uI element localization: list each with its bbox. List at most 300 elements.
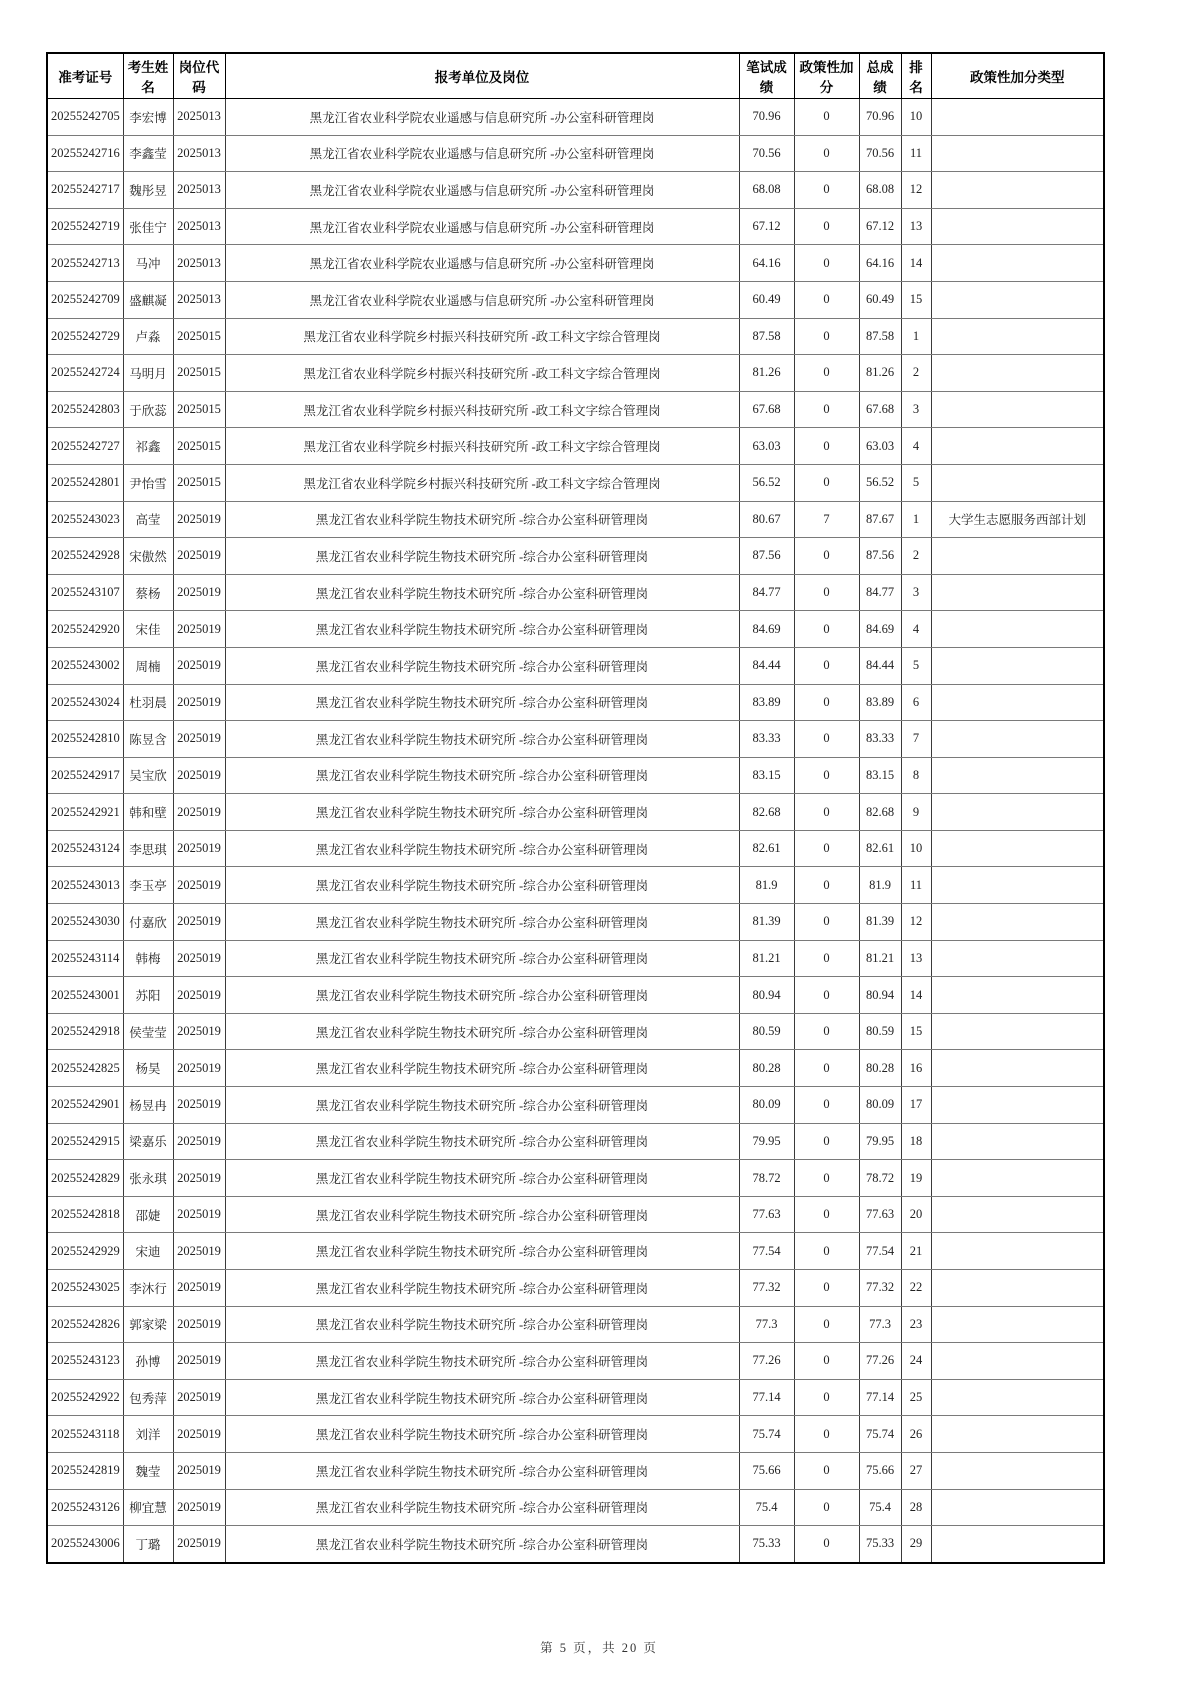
cell-unit-and-position: 黑龙江省农业科学院生物技术研究所 -综合办公室科研管理岗	[225, 1087, 739, 1124]
cell-position-code: 2025019	[173, 1196, 225, 1233]
cell-exam-number: 20255242719	[47, 208, 123, 245]
cell-policy-bonus: 0	[794, 867, 859, 904]
cell-policy-bonus: 0	[794, 318, 859, 355]
table-row	[47, 355, 1104, 392]
cell-unit-and-position: 黑龙江省农业科学院生物技术研究所 -综合办公室科研管理岗	[225, 977, 739, 1014]
cell-written-score: 80.59	[739, 1013, 794, 1050]
cell-total-score: 77.14	[859, 1379, 901, 1416]
cell-rank: 14	[901, 977, 931, 1014]
cell-rank: 5	[901, 647, 931, 684]
cell-rank: 24	[901, 1343, 931, 1380]
cell-policy-bonus-type	[931, 830, 1104, 867]
cell-position-code: 2025019	[173, 611, 225, 648]
cell-exam-number: 20255242819	[47, 1452, 123, 1489]
cell-exam-number: 20255242921	[47, 794, 123, 831]
cell-policy-bonus: 0	[794, 355, 859, 392]
cell-policy-bonus: 7	[794, 501, 859, 538]
cell-position-code: 2025019	[173, 684, 225, 721]
cell-unit-and-position: 黑龙江省农业科学院生物技术研究所 -综合办公室科研管理岗	[225, 501, 739, 538]
cell-rank: 3	[901, 574, 931, 611]
cell-policy-bonus: 0	[794, 1343, 859, 1380]
cell-total-score: 87.58	[859, 318, 901, 355]
page-number-footer: 第 5 页，共 20 页	[540, 1641, 658, 1655]
cell-rank: 19	[901, 1160, 931, 1197]
cell-total-score: 84.77	[859, 574, 901, 611]
cell-candidate-name: 杨昱冉	[123, 1087, 173, 1124]
cell-rank: 7	[901, 721, 931, 758]
cell-candidate-name: 周楠	[123, 647, 173, 684]
cell-rank: 13	[901, 208, 931, 245]
cell-total-score: 75.33	[859, 1526, 901, 1563]
cell-position-code: 2025019	[173, 1416, 225, 1453]
cell-policy-bonus: 0	[794, 99, 859, 136]
table-row	[47, 245, 1104, 282]
table-row	[47, 1013, 1104, 1050]
cell-total-score: 56.52	[859, 464, 901, 501]
header-cell-rank: 排名	[901, 53, 931, 99]
cell-rank: 28	[901, 1489, 931, 1526]
cell-policy-bonus-type	[931, 1160, 1104, 1197]
cell-policy-bonus-type	[931, 1196, 1104, 1233]
table-body	[47, 99, 1104, 1563]
cell-candidate-name: 侯莹莹	[123, 1013, 173, 1050]
cell-candidate-name: 宋佳	[123, 611, 173, 648]
cell-rank: 10	[901, 99, 931, 136]
cell-rank: 2	[901, 538, 931, 575]
cell-written-score: 80.94	[739, 977, 794, 1014]
cell-candidate-name: 尹怡雪	[123, 464, 173, 501]
header-cell-written-score: 笔试成绩	[739, 53, 794, 99]
cell-exam-number: 20255243118	[47, 1416, 123, 1453]
cell-total-score: 87.56	[859, 538, 901, 575]
cell-position-code: 2025019	[173, 1452, 225, 1489]
cell-total-score: 70.96	[859, 99, 901, 136]
cell-total-score: 81.26	[859, 355, 901, 392]
table-row	[47, 1196, 1104, 1233]
cell-written-score: 60.49	[739, 281, 794, 318]
cell-unit-and-position: 黑龙江省农业科学院生物技术研究所 -综合办公室科研管理岗	[225, 684, 739, 721]
table-row	[47, 721, 1104, 758]
cell-candidate-name: 马冲	[123, 245, 173, 282]
cell-total-score: 67.12	[859, 208, 901, 245]
cell-total-score: 83.15	[859, 757, 901, 794]
cell-rank: 26	[901, 1416, 931, 1453]
cell-rank: 27	[901, 1452, 931, 1489]
cell-policy-bonus: 0	[794, 794, 859, 831]
cell-position-code: 2025019	[173, 1343, 225, 1380]
cell-policy-bonus-type	[931, 1343, 1104, 1380]
cell-policy-bonus: 0	[794, 1416, 859, 1453]
cell-candidate-name: 李宏博	[123, 99, 173, 136]
table-row	[47, 1489, 1104, 1526]
cell-position-code: 2025019	[173, 1489, 225, 1526]
table-row	[47, 867, 1104, 904]
cell-policy-bonus-type	[931, 1526, 1104, 1563]
cell-unit-and-position: 黑龙江省农业科学院生物技术研究所 -综合办公室科研管理岗	[225, 794, 739, 831]
cell-policy-bonus: 0	[794, 1050, 859, 1087]
cell-written-score: 67.12	[739, 208, 794, 245]
cell-policy-bonus: 0	[794, 464, 859, 501]
cell-candidate-name: 张佳宁	[123, 208, 173, 245]
cell-total-score: 68.08	[859, 172, 901, 209]
cell-candidate-name: 杜羽晨	[123, 684, 173, 721]
cell-exam-number: 20255242716	[47, 135, 123, 172]
cell-total-score: 81.9	[859, 867, 901, 904]
cell-exam-number: 20255242829	[47, 1160, 123, 1197]
cell-rank: 8	[901, 757, 931, 794]
cell-policy-bonus-type	[931, 1123, 1104, 1160]
cell-candidate-name: 盛麒凝	[123, 281, 173, 318]
cell-unit-and-position: 黑龙江省农业科学院生物技术研究所 -综合办公室科研管理岗	[225, 1306, 739, 1343]
table-row	[47, 1087, 1104, 1124]
cell-policy-bonus: 0	[794, 977, 859, 1014]
cell-policy-bonus-type	[931, 721, 1104, 758]
cell-unit-and-position: 黑龙江省农业科学院生物技术研究所 -综合办公室科研管理岗	[225, 1270, 739, 1307]
cell-policy-bonus: 0	[794, 1489, 859, 1526]
cell-total-score: 80.28	[859, 1050, 901, 1087]
table-row	[47, 538, 1104, 575]
cell-policy-bonus-type	[931, 977, 1104, 1014]
cell-rank: 18	[901, 1123, 931, 1160]
cell-unit-and-position: 黑龙江省农业科学院农业遥感与信息研究所 -办公室科研管理岗	[225, 245, 739, 282]
table-row	[47, 135, 1104, 172]
cell-written-score: 67.68	[739, 391, 794, 428]
cell-unit-and-position: 黑龙江省农业科学院乡村振兴科技研究所 -政工科文字综合管理岗	[225, 391, 739, 428]
cell-position-code: 2025019	[173, 940, 225, 977]
cell-candidate-name: 宋傲然	[123, 538, 173, 575]
cell-written-score: 75.66	[739, 1452, 794, 1489]
cell-policy-bonus: 0	[794, 940, 859, 977]
cell-exam-number: 20255242713	[47, 245, 123, 282]
cell-policy-bonus: 0	[794, 245, 859, 282]
cell-unit-and-position: 黑龙江省农业科学院生物技术研究所 -综合办公室科研管理岗	[225, 940, 739, 977]
cell-policy-bonus-type	[931, 647, 1104, 684]
cell-exam-number: 20255243124	[47, 830, 123, 867]
cell-total-score: 78.72	[859, 1160, 901, 1197]
cell-total-score: 75.4	[859, 1489, 901, 1526]
cell-exam-number: 20255242826	[47, 1306, 123, 1343]
cell-policy-bonus: 0	[794, 391, 859, 428]
table-row	[47, 1160, 1104, 1197]
cell-candidate-name: 祁鑫	[123, 428, 173, 465]
cell-written-score: 77.63	[739, 1196, 794, 1233]
cell-rank: 13	[901, 940, 931, 977]
cell-written-score: 68.08	[739, 172, 794, 209]
cell-candidate-name: 蔡杨	[123, 574, 173, 611]
cell-written-score: 77.14	[739, 1379, 794, 1416]
cell-candidate-name: 梁嘉乐	[123, 1123, 173, 1160]
header-cell-policy-bonus: 政策性加分	[794, 53, 859, 99]
header-row	[47, 53, 1104, 99]
cell-candidate-name: 魏莹	[123, 1452, 173, 1489]
cell-candidate-name: 宋迪	[123, 1233, 173, 1270]
cell-candidate-name: 李沐行	[123, 1270, 173, 1307]
cell-written-score: 82.68	[739, 794, 794, 831]
cell-exam-number: 20255242917	[47, 757, 123, 794]
cell-unit-and-position: 黑龙江省农业科学院生物技术研究所 -综合办公室科研管理岗	[225, 721, 739, 758]
cell-policy-bonus-type	[931, 172, 1104, 209]
cell-rank: 15	[901, 1013, 931, 1050]
cell-policy-bonus: 0	[794, 647, 859, 684]
cell-total-score: 67.68	[859, 391, 901, 428]
cell-written-score: 83.15	[739, 757, 794, 794]
cell-exam-number: 20255242810	[47, 721, 123, 758]
cell-policy-bonus: 0	[794, 281, 859, 318]
cell-policy-bonus: 0	[794, 721, 859, 758]
cell-policy-bonus: 0	[794, 1160, 859, 1197]
cell-policy-bonus-type	[931, 611, 1104, 648]
cell-total-score: 80.09	[859, 1087, 901, 1124]
cell-position-code: 2025019	[173, 1087, 225, 1124]
cell-written-score: 81.26	[739, 355, 794, 392]
cell-exam-number: 20255242929	[47, 1233, 123, 1270]
cell-rank: 14	[901, 245, 931, 282]
cell-unit-and-position: 黑龙江省农业科学院乡村振兴科技研究所 -政工科文字综合管理岗	[225, 428, 739, 465]
cell-position-code: 2025019	[173, 757, 225, 794]
cell-rank: 22	[901, 1270, 931, 1307]
cell-exam-number: 20255243030	[47, 904, 123, 941]
cell-total-score: 81.21	[859, 940, 901, 977]
cell-policy-bonus-type	[931, 1013, 1104, 1050]
cell-total-score: 84.69	[859, 611, 901, 648]
cell-exam-number: 20255243001	[47, 977, 123, 1014]
cell-policy-bonus: 0	[794, 757, 859, 794]
cell-rank: 6	[901, 684, 931, 721]
cell-total-score: 60.49	[859, 281, 901, 318]
cell-unit-and-position: 黑龙江省农业科学院乡村振兴科技研究所 -政工科文字综合管理岗	[225, 355, 739, 392]
cell-policy-bonus-type	[931, 428, 1104, 465]
cell-position-code: 2025019	[173, 867, 225, 904]
cell-unit-and-position: 黑龙江省农业科学院生物技术研究所 -综合办公室科研管理岗	[225, 1526, 739, 1563]
table-row	[47, 940, 1104, 977]
cell-total-score: 64.16	[859, 245, 901, 282]
cell-written-score: 70.56	[739, 135, 794, 172]
cell-policy-bonus-type	[931, 940, 1104, 977]
cell-policy-bonus-type	[931, 99, 1104, 136]
cell-unit-and-position: 黑龙江省农业科学院生物技术研究所 -综合办公室科研管理岗	[225, 1123, 739, 1160]
cell-written-score: 56.52	[739, 464, 794, 501]
cell-total-score: 77.26	[859, 1343, 901, 1380]
cell-unit-and-position: 黑龙江省农业科学院生物技术研究所 -综合办公室科研管理岗	[225, 1196, 739, 1233]
cell-exam-number: 20255243025	[47, 1270, 123, 1307]
cell-written-score: 75.4	[739, 1489, 794, 1526]
cell-written-score: 80.28	[739, 1050, 794, 1087]
cell-exam-number: 20255243024	[47, 684, 123, 721]
cell-candidate-name: 邵婕	[123, 1196, 173, 1233]
table-row	[47, 647, 1104, 684]
header-cell-position-code: 岗位代码	[173, 53, 225, 99]
cell-policy-bonus: 0	[794, 574, 859, 611]
cell-exam-number: 20255242717	[47, 172, 123, 209]
table-row	[47, 1416, 1104, 1453]
cell-unit-and-position: 黑龙江省农业科学院生物技术研究所 -综合办公室科研管理岗	[225, 574, 739, 611]
cell-policy-bonus: 0	[794, 1233, 859, 1270]
cell-position-code: 2025019	[173, 904, 225, 941]
cell-unit-and-position: 黑龙江省农业科学院农业遥感与信息研究所 -办公室科研管理岗	[225, 172, 739, 209]
cell-policy-bonus: 0	[794, 611, 859, 648]
cell-policy-bonus: 0	[794, 1452, 859, 1489]
cell-written-score: 77.26	[739, 1343, 794, 1380]
cell-candidate-name: 于欣蕊	[123, 391, 173, 428]
cell-rank: 11	[901, 867, 931, 904]
cell-policy-bonus: 0	[794, 538, 859, 575]
cell-policy-bonus-type	[931, 867, 1104, 904]
cell-rank: 29	[901, 1526, 931, 1563]
cell-policy-bonus: 0	[794, 1087, 859, 1124]
cell-written-score: 81.39	[739, 904, 794, 941]
header-cell-candidate-name: 考生姓名	[123, 53, 173, 99]
cell-unit-and-position: 黑龙江省农业科学院农业遥感与信息研究所 -办公室科研管理岗	[225, 208, 739, 245]
table-row	[47, 977, 1104, 1014]
cell-position-code: 2025019	[173, 574, 225, 611]
cell-written-score: 70.96	[739, 99, 794, 136]
cell-candidate-name: 李鑫莹	[123, 135, 173, 172]
cell-candidate-name: 高莹	[123, 501, 173, 538]
cell-rank: 12	[901, 904, 931, 941]
cell-unit-and-position: 黑龙江省农业科学院生物技术研究所 -综合办公室科研管理岗	[225, 538, 739, 575]
cell-written-score: 63.03	[739, 428, 794, 465]
cell-written-score: 77.3	[739, 1306, 794, 1343]
cell-position-code: 2025019	[173, 1526, 225, 1563]
cell-position-code: 2025013	[173, 99, 225, 136]
cell-unit-and-position: 黑龙江省农业科学院生物技术研究所 -综合办公室科研管理岗	[225, 611, 739, 648]
cell-candidate-name: 马明月	[123, 355, 173, 392]
cell-exam-number: 20255242920	[47, 611, 123, 648]
cell-position-code: 2025019	[173, 1013, 225, 1050]
cell-unit-and-position: 黑龙江省农业科学院生物技术研究所 -综合办公室科研管理岗	[225, 1013, 739, 1050]
cell-total-score: 80.59	[859, 1013, 901, 1050]
cell-rank: 1	[901, 501, 931, 538]
cell-position-code: 2025019	[173, 1379, 225, 1416]
cell-rank: 5	[901, 464, 931, 501]
table-row	[47, 464, 1104, 501]
cell-rank: 4	[901, 611, 931, 648]
header-cell-exam-number: 准考证号	[47, 53, 123, 99]
cell-written-score: 84.77	[739, 574, 794, 611]
cell-policy-bonus: 0	[794, 1013, 859, 1050]
cell-policy-bonus-type	[931, 1050, 1104, 1087]
cell-policy-bonus-type	[931, 135, 1104, 172]
cell-position-code: 2025019	[173, 1306, 225, 1343]
cell-rank: 2	[901, 355, 931, 392]
cell-policy-bonus-type	[931, 391, 1104, 428]
cell-rank: 20	[901, 1196, 931, 1233]
cell-rank: 16	[901, 1050, 931, 1087]
cell-unit-and-position: 黑龙江省农业科学院生物技术研究所 -综合办公室科研管理岗	[225, 1233, 739, 1270]
cell-candidate-name: 孙博	[123, 1343, 173, 1380]
cell-position-code: 2025019	[173, 721, 225, 758]
cell-exam-number: 20255243114	[47, 940, 123, 977]
cell-total-score: 87.67	[859, 501, 901, 538]
cell-candidate-name: 苏阳	[123, 977, 173, 1014]
cell-rank: 12	[901, 172, 931, 209]
cell-exam-number: 20255242709	[47, 281, 123, 318]
cell-exam-number: 20255242729	[47, 318, 123, 355]
cell-position-code: 2025015	[173, 318, 225, 355]
cell-policy-bonus-type	[931, 464, 1104, 501]
cell-total-score: 75.66	[859, 1452, 901, 1489]
cell-policy-bonus-type	[931, 1087, 1104, 1124]
table-row	[47, 1306, 1104, 1343]
cell-unit-and-position: 黑龙江省农业科学院农业遥感与信息研究所 -办公室科研管理岗	[225, 135, 739, 172]
cell-policy-bonus: 0	[794, 1306, 859, 1343]
cell-unit-and-position: 黑龙江省农业科学院生物技术研究所 -综合办公室科研管理岗	[225, 1343, 739, 1380]
cell-exam-number: 20255243126	[47, 1489, 123, 1526]
header-cell-unit-and-position: 报考单位及岗位	[225, 53, 739, 99]
cell-exam-number: 20255242801	[47, 464, 123, 501]
cell-rank: 23	[901, 1306, 931, 1343]
cell-policy-bonus: 0	[794, 904, 859, 941]
cell-candidate-name: 丁璐	[123, 1526, 173, 1563]
results-table-container	[46, 52, 1103, 1564]
cell-policy-bonus-type	[931, 1452, 1104, 1489]
cell-exam-number: 20255243006	[47, 1526, 123, 1563]
cell-exam-number: 20255242915	[47, 1123, 123, 1160]
cell-policy-bonus: 0	[794, 208, 859, 245]
cell-position-code: 2025019	[173, 1050, 225, 1087]
table-row	[47, 1050, 1104, 1087]
cell-total-score: 81.39	[859, 904, 901, 941]
cell-written-score: 84.44	[739, 647, 794, 684]
table-head	[47, 53, 1104, 99]
table-row	[47, 208, 1104, 245]
cell-position-code: 2025019	[173, 647, 225, 684]
cell-unit-and-position: 黑龙江省农业科学院农业遥感与信息研究所 -办公室科研管理岗	[225, 281, 739, 318]
cell-unit-and-position: 黑龙江省农业科学院生物技术研究所 -综合办公室科研管理岗	[225, 904, 739, 941]
cell-candidate-name: 刘洋	[123, 1416, 173, 1453]
cell-written-score: 77.32	[739, 1270, 794, 1307]
cell-rank: 9	[901, 794, 931, 831]
cell-policy-bonus-type	[931, 355, 1104, 392]
cell-exam-number: 20255243023	[47, 501, 123, 538]
cell-written-score: 87.58	[739, 318, 794, 355]
cell-unit-and-position: 黑龙江省农业科学院生物技术研究所 -综合办公室科研管理岗	[225, 1416, 739, 1453]
cell-policy-bonus-type	[931, 1489, 1104, 1526]
cell-policy-bonus-type	[931, 757, 1104, 794]
table-row	[47, 1123, 1104, 1160]
cell-position-code: 2025013	[173, 245, 225, 282]
cell-position-code: 2025019	[173, 1160, 225, 1197]
cell-position-code: 2025019	[173, 1233, 225, 1270]
cell-exam-number: 20255242922	[47, 1379, 123, 1416]
table-row	[47, 794, 1104, 831]
cell-policy-bonus: 0	[794, 1123, 859, 1160]
cell-policy-bonus: 0	[794, 1270, 859, 1307]
table-row	[47, 318, 1104, 355]
cell-position-code: 2025019	[173, 830, 225, 867]
cell-exam-number: 20255242825	[47, 1050, 123, 1087]
cell-rank: 25	[901, 1379, 931, 1416]
cell-written-score: 83.89	[739, 684, 794, 721]
table-row	[47, 1526, 1104, 1563]
cell-total-score: 63.03	[859, 428, 901, 465]
cell-written-score: 75.33	[739, 1526, 794, 1563]
cell-policy-bonus-type	[931, 318, 1104, 355]
cell-policy-bonus-type	[931, 538, 1104, 575]
cell-candidate-name: 卢淼	[123, 318, 173, 355]
cell-exam-number: 20255242705	[47, 99, 123, 136]
cell-policy-bonus-type	[931, 1306, 1104, 1343]
cell-written-score: 78.72	[739, 1160, 794, 1197]
cell-unit-and-position: 黑龙江省农业科学院生物技术研究所 -综合办公室科研管理岗	[225, 1379, 739, 1416]
table-row	[47, 391, 1104, 428]
cell-policy-bonus: 0	[794, 1379, 859, 1416]
cell-total-score: 77.3	[859, 1306, 901, 1343]
cell-position-code: 2025019	[173, 1123, 225, 1160]
cell-unit-and-position: 黑龙江省农业科学院农业遥感与信息研究所 -办公室科研管理岗	[225, 99, 739, 136]
cell-position-code: 2025015	[173, 428, 225, 465]
exam-results-table	[46, 52, 1105, 1564]
